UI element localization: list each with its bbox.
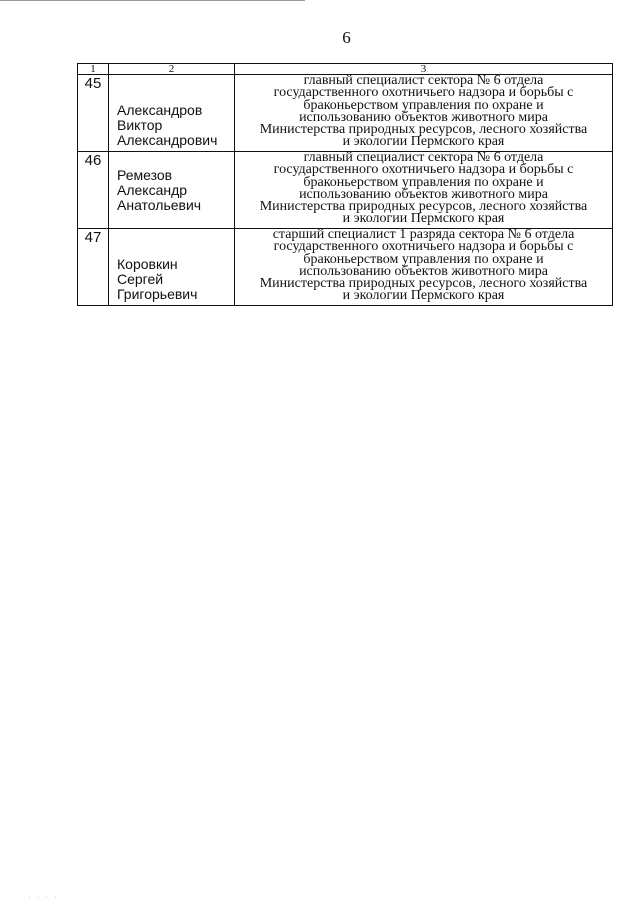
- first-name: Виктор: [117, 117, 163, 133]
- position-cell: [235, 229, 613, 306]
- position-line: государственного охотничьего надзора и борьбы с: [273, 239, 574, 255]
- patronymic: Григорьевич: [117, 286, 198, 302]
- position-line: государственного охотничьего надзора и борьбы с: [273, 85, 574, 101]
- position-line: главный специалист сектора № 6 отдела: [303, 73, 544, 88]
- position-line: использованию объектов животного мира: [299, 109, 548, 125]
- position-cell: [235, 75, 613, 152]
- position-line: государственного охотничьего надзора и борьбы с: [273, 162, 574, 178]
- person-name-cell: [109, 75, 235, 152]
- table-row: [78, 229, 613, 306]
- header-cell-3: 3: [235, 64, 613, 75]
- position-cell: [235, 152, 613, 229]
- registry-table: [77, 63, 613, 306]
- header-cell-2: 2: [109, 64, 235, 75]
- table-row: [78, 75, 613, 152]
- row-number: 46: [78, 152, 109, 229]
- row-number: 47: [78, 229, 109, 306]
- first-name: Сергей: [117, 271, 164, 287]
- last-name: Коровкин: [117, 256, 178, 272]
- header-cell-1: 1: [78, 64, 109, 75]
- table-row: [78, 152, 613, 229]
- row-number: 45: [78, 75, 109, 152]
- position-line: браконьерством управления по охране и: [303, 251, 544, 267]
- position-line: главный специалист сектора № 6 отдела: [303, 150, 544, 165]
- position-line: браконьерством управления по охране и: [303, 97, 544, 113]
- person-name-cell: [109, 229, 235, 306]
- scan-artifact: · · · ·: [28, 893, 59, 902]
- position-line: Министерства природных ресурсов, лесного хозяйства: [259, 276, 588, 292]
- position-line: использованию объектов животного мира: [299, 263, 548, 279]
- patronymic: Анатольевич: [117, 197, 202, 213]
- position-line: Министерства природных ресурсов, лесного хозяйства: [259, 122, 588, 138]
- top-rule: [0, 0, 305, 1]
- page-number: 6: [342, 28, 351, 47]
- last-name: Александров: [117, 102, 203, 118]
- person-name-cell: [109, 152, 235, 229]
- first-name: Александр: [117, 182, 188, 198]
- position-line: старший специалист 1 разряда сектора № 6 отдела: [272, 227, 575, 242]
- patronymic: Александрович: [117, 132, 218, 148]
- last-name: Ремезов: [117, 167, 173, 183]
- position-line: и экологии Пермского края: [342, 134, 505, 150]
- position-line: использованию объектов животного мира: [299, 186, 548, 202]
- position-line: и экологии Пермского края: [342, 288, 505, 304]
- position-line: и экологии Пермского края: [342, 211, 505, 227]
- position-line: браконьерством управления по охране и: [303, 174, 544, 190]
- position-line: Министерства природных ресурсов, лесного хозяйства: [259, 199, 588, 215]
